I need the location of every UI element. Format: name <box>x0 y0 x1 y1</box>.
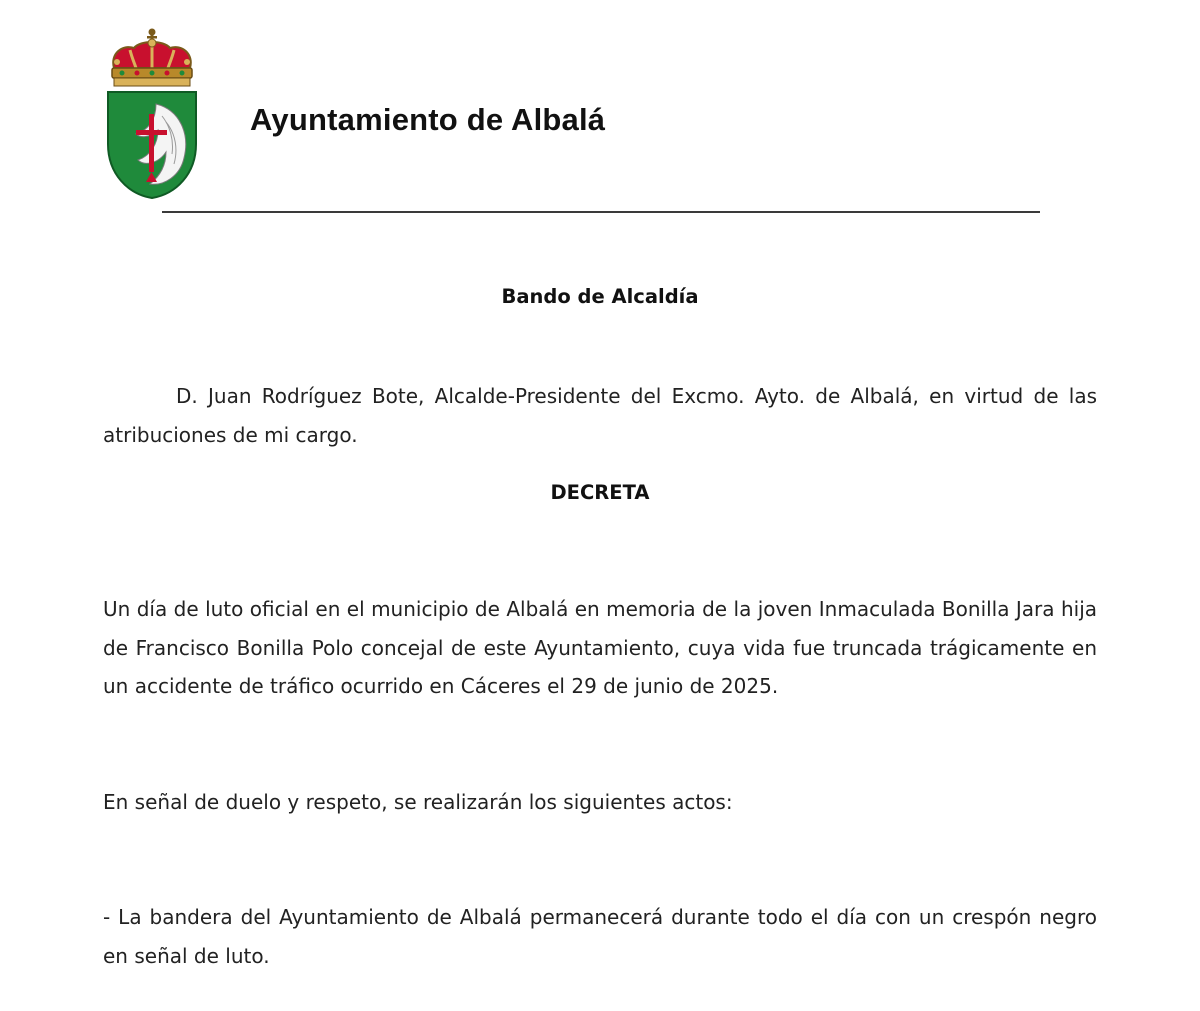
header-divider <box>162 211 1040 213</box>
coat-of-arms-icon <box>100 26 204 201</box>
document-title: Bando de Alcaldía <box>501 285 699 308</box>
document-header <box>0 0 1200 230</box>
shield-icon <box>108 92 196 198</box>
acts-intro-paragraph: En señal de duelo y respeto, se realizarán los siguientes actos: <box>103 790 733 814</box>
act-item: - La bandera del Ayuntamiento de Albalá permanecerá durante todo el día con un crespón negro en señal de luto. <box>103 905 1097 968</box>
crown-icon <box>112 29 192 87</box>
institution-name: Ayuntamiento de Albalá <box>250 102 606 137</box>
decree-body-paragraph: Un día de luto oficial en el municipio de Albalá en memoria de la joven Inmaculada Bonilla Jara hija de Francisco Bonilla Polo concejal de este Ayuntamiento, cuya vida fue truncada trágicamente en un accidente de tráfico ocurrido en Cáceres el 29 de junio de 2025. <box>103 597 1097 698</box>
decree-heading: DECRETA <box>550 481 650 504</box>
intro-paragraph: D. Juan Rodríguez Bote, Alcalde-Presidente del Excmo. Ayto. de Albalá, en virtud de las atribuciones de mi cargo. <box>103 384 1097 447</box>
